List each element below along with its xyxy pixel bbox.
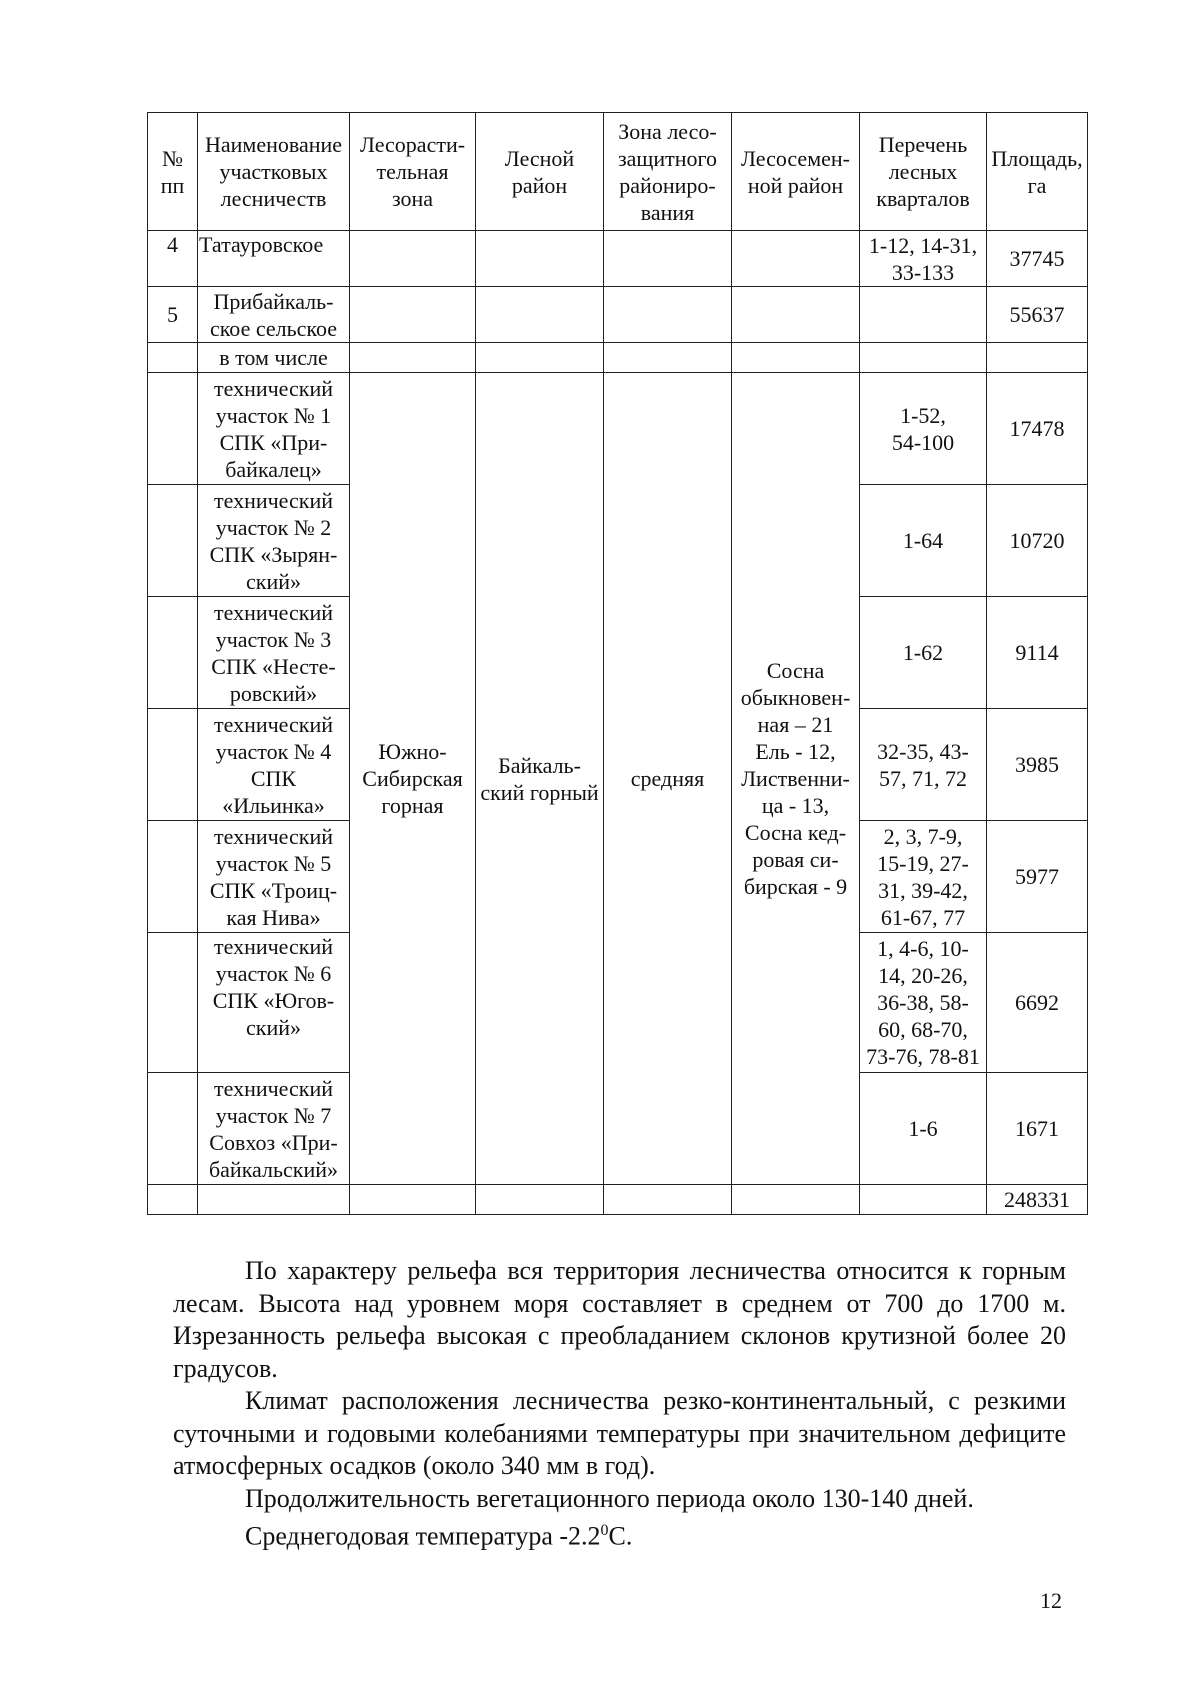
empty-cell (148, 485, 198, 597)
table-header-row (148, 113, 1088, 231)
row-quarters: 1, 4-6, 10- 14, 20-26, 36-38, 58- 60, 68-70, 73-76, 78-81 (860, 933, 987, 1073)
empty-cell (987, 343, 1088, 373)
row-name: технический участок № 2 СПК «Зырян- ский» (198, 485, 350, 597)
empty-cell (148, 343, 198, 373)
empty-cell (732, 287, 860, 343)
including-label: в том числе (198, 343, 350, 373)
header-forest-district: Лесной район (476, 113, 604, 231)
row-area: 9114 (987, 597, 1088, 709)
row-area: 1671 (987, 1073, 1088, 1185)
empty-cell (732, 231, 860, 287)
row-name: Татауровское (198, 231, 350, 287)
row-area: 6692 (987, 933, 1088, 1073)
body-text (173, 1255, 1066, 1553)
row-name: технический участок № 1 СПК «При- байкалец» (198, 373, 350, 485)
table-total-row (148, 1185, 1088, 1215)
row-area: 5977 (987, 821, 1088, 933)
total-area: 248331 (987, 1185, 1088, 1215)
row-quarters: 1-52, 54-100 (860, 373, 987, 485)
row-area: 3985 (987, 709, 1088, 821)
empty-cell (604, 343, 732, 373)
row-quarters: 2, 3, 7-9, 15-19, 27- 31, 39-42, 61-67, 77 (860, 821, 987, 933)
row-number: 5 (148, 287, 198, 343)
row-quarters: 32-35, 43- 57, 71, 72 (860, 709, 987, 821)
header-protection-zone: Зона лесо- защитного райониро- вания (604, 113, 732, 231)
row-name: технический участок № 5 СПК «Троиц- кая Нива» (198, 821, 350, 933)
paragraph: По характеру рельефа вся территория лесничества относится к горным лесам. Высота над уровнем моря составляет в среднем от 700 до 1700 м. Изрезанность рельефа высокая с преобладанием склонов крутизной более 20 градусов. (173, 1256, 1066, 1383)
page-number: 12 (1040, 1588, 1062, 1613)
paragraph (173, 1515, 1066, 1553)
empty-cell (732, 343, 860, 373)
table-row (148, 343, 1088, 373)
empty-cell (476, 231, 604, 287)
paragraph: Продолжительность вегетационного периода около 130-140 дней. (245, 1483, 974, 1513)
seed-district-merged: Сосна обыкновен- ная – 21 Ель - 12, Лиственни- ца - 13, Сосна кед- ровая си- бирская - 9 (732, 373, 860, 1185)
row-name: технический участок № 6 СПК «Югов- ский» (198, 933, 350, 1073)
paragraph: Климат расположения лесничества резко-континентальный, с резкими суточными и годовыми колебаниями температуры при значительном дефиците атмосферных осадков (около 340 мм в год). (173, 1386, 1066, 1480)
empty-cell (148, 1073, 198, 1185)
empty-cell (148, 373, 198, 485)
degree-superscript: 0 (600, 1522, 609, 1539)
empty-cell (476, 343, 604, 373)
row-area: 55637 (987, 287, 1088, 343)
empty-cell (604, 231, 732, 287)
row-quarters: 1-64 (860, 485, 987, 597)
empty-cell (476, 287, 604, 343)
empty-cell (148, 597, 198, 709)
empty-cell (198, 1185, 350, 1215)
empty-cell (148, 709, 198, 821)
empty-cell (476, 1185, 604, 1215)
header-area: Площадь, га (987, 113, 1088, 231)
row-quarters: 1-12, 14-31, 33-133 (860, 231, 987, 287)
header-number: № пп (148, 113, 198, 231)
empty-cell (148, 933, 198, 1073)
header-seed-district: Лесосемен- ной район (732, 113, 860, 231)
empty-cell (732, 1185, 860, 1215)
header-name: Наименование участковых лесничеств (198, 113, 350, 231)
empty-cell (350, 343, 476, 373)
empty-cell (860, 343, 987, 373)
row-name: технический участок № 3 СПК «Несте- ровский» (198, 597, 350, 709)
row-area: 17478 (987, 373, 1088, 485)
row-name: технический участок № 4 СПК «Ильинка» (198, 709, 350, 821)
empty-cell (604, 1185, 732, 1215)
row-area: 10720 (987, 485, 1088, 597)
forest-district-merged: Байкаль- ский горный (476, 373, 604, 1185)
empty-cell (350, 287, 476, 343)
temperature-text: Среднегодовая температура -2.2 (245, 1521, 601, 1551)
protection-zone-merged: средняя (604, 373, 732, 1185)
header-forest-zone: Лесорасти- тельная зона (350, 113, 476, 231)
row-area: 37745 (987, 231, 1088, 287)
table-row (148, 373, 1088, 485)
row-name: технический участок № 7 Совхоз «При- байкальский» (198, 1073, 350, 1185)
table-row (148, 231, 1088, 287)
empty-cell (350, 231, 476, 287)
header-quarters: Перечень лесных кварталов (860, 113, 987, 231)
row-quarters: 1-6 (860, 1073, 987, 1185)
empty-cell (860, 287, 987, 343)
row-quarters: 1-62 (860, 597, 987, 709)
empty-cell (148, 821, 198, 933)
table-row (148, 287, 1088, 343)
forest-districts-table (147, 112, 1088, 1215)
empty-cell (604, 287, 732, 343)
empty-cell (148, 1185, 198, 1215)
empty-cell (350, 1185, 476, 1215)
empty-cell (860, 1185, 987, 1215)
row-name: Прибайкаль- ское сельское (198, 287, 350, 343)
forest-zone-merged: Южно- Сибирская горная (350, 373, 476, 1185)
temperature-unit: С. (608, 1521, 633, 1551)
row-number: 4 (148, 231, 198, 287)
